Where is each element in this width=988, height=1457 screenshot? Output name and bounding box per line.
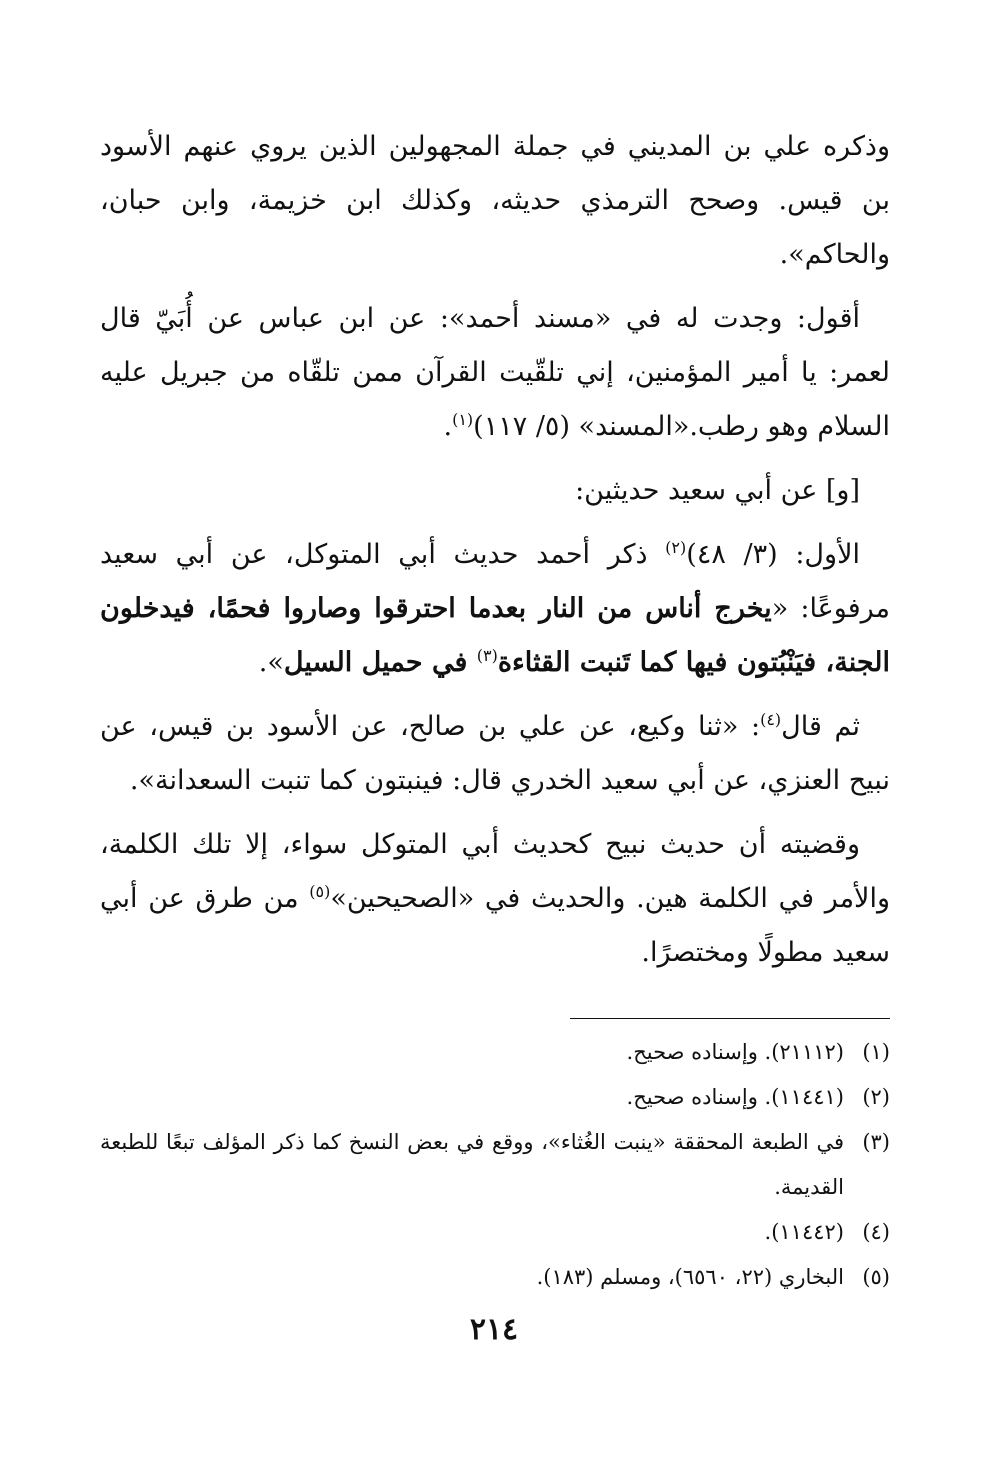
main-text (100, 120, 890, 980)
paragraph-6 (100, 818, 890, 980)
paragraph-4-end: ». (258, 647, 284, 678)
footnote-number: (١) (862, 1040, 890, 1064)
footnote-divider (570, 1018, 890, 1019)
paragraph-5 (100, 700, 890, 808)
paragraph-2 (100, 292, 890, 454)
paragraph-5-text-b: : «ثنا وكيع، عن علي بن صالح، عن الأسود بن قيس، عن نبيح العنزي، عن أبي سعيد الخدري قال: فينبتون كما تنبت السعدانة». (100, 711, 890, 796)
paragraph-6-text-b: من طرق عن أبي سعيد مطولًا ومختصرًا. (100, 883, 890, 968)
footnote-3 (100, 1120, 890, 1210)
footnote-ref-3[interactable]: (٣) (476, 646, 498, 665)
footnotes-list (100, 1030, 890, 1300)
footnote-number: (٥) (862, 1265, 890, 1289)
page-number: ٢١٤ (469, 1312, 519, 1347)
footnote-ref-1[interactable]: (١) (452, 410, 474, 429)
paragraph-4-text-a: الأول: (٣/ ٤٨) (686, 539, 860, 570)
paragraph-6-text-a: وقضيته أن حديث نبيح كحديث أبي المتوكل سواء، إلا تلك الكلمة، والأمر في الكلمة هين. والحديث في «الصحيحين» (100, 829, 890, 914)
paragraph-1-text: وذكره علي بن المديني في جملة المجهولين الذين يروي عنهم الأسود بن قيس. وصحح الترمذي حديثه، وكذلك ابن خزيمة، وابن حبان، والحاكم». (100, 131, 890, 270)
footnote-ref-5[interactable]: (٥) (309, 882, 331, 901)
paragraph-2-text: أقول: وجدت له في «مسند أحمد»: عن ابن عباس عن أُبَيّ قال لعمر: يا أمير المؤمنين، إني تلقّيت القرآن ممن تلقّاه من جبريل عليه السلام وهو رطب.«المسند» (٥/ ١١٧) (100, 303, 890, 442)
paragraph-2-end: . (443, 411, 453, 442)
footnote-text: (١١٤٤٢). (764, 1220, 844, 1244)
paragraph-4-text-b: ذكر أحمد حديث أبي المتوكل، عن أبي سعيد مرفوعًا: « (100, 539, 891, 624)
paragraph-4 (100, 528, 890, 690)
footnote-2 (100, 1075, 890, 1120)
hadith-quote-end: في حميل السيل (283, 647, 477, 678)
footnote-1 (100, 1030, 890, 1075)
footnote-4 (100, 1210, 890, 1255)
footnote-number: (٣) (862, 1130, 890, 1154)
paragraph-5-text-a: ثم قال (781, 711, 860, 742)
footnote-ref-4[interactable]: (٤) (760, 710, 782, 729)
footnote-5 (100, 1255, 890, 1300)
paragraph-3 (100, 464, 890, 518)
paragraph-1 (100, 120, 890, 282)
hadith-quote: يخرج أناس من النار بعدما احترقوا وصاروا فحمًا، فيدخلون الجنة، فيَنْبُتون فيها كما تَنبت القثاءة (100, 593, 890, 678)
footnote-text: (٢١١١٢). وإسناده صحيح. (626, 1040, 844, 1064)
footnote-text: في الطبعة المحققة «ينبت الغُثاء»، ووقع في بعض النسخ كما ذكر المؤلف تبعًا للطبعة القديمة. (100, 1130, 844, 1199)
paragraph-3-text: [و] عن أبي سعيد حديثين: (575, 475, 860, 506)
footnote-number: (٢) (862, 1085, 890, 1109)
footnote-ref-2[interactable]: (٢) (665, 538, 687, 557)
footnote-text: البخاري (٢٢، ٦٥٦٠)، ومسلم (١٨٣). (536, 1265, 844, 1289)
footnote-text: (١١٤٤١). وإسناده صحيح. (626, 1085, 844, 1109)
footnote-number: (٤) (862, 1220, 890, 1244)
